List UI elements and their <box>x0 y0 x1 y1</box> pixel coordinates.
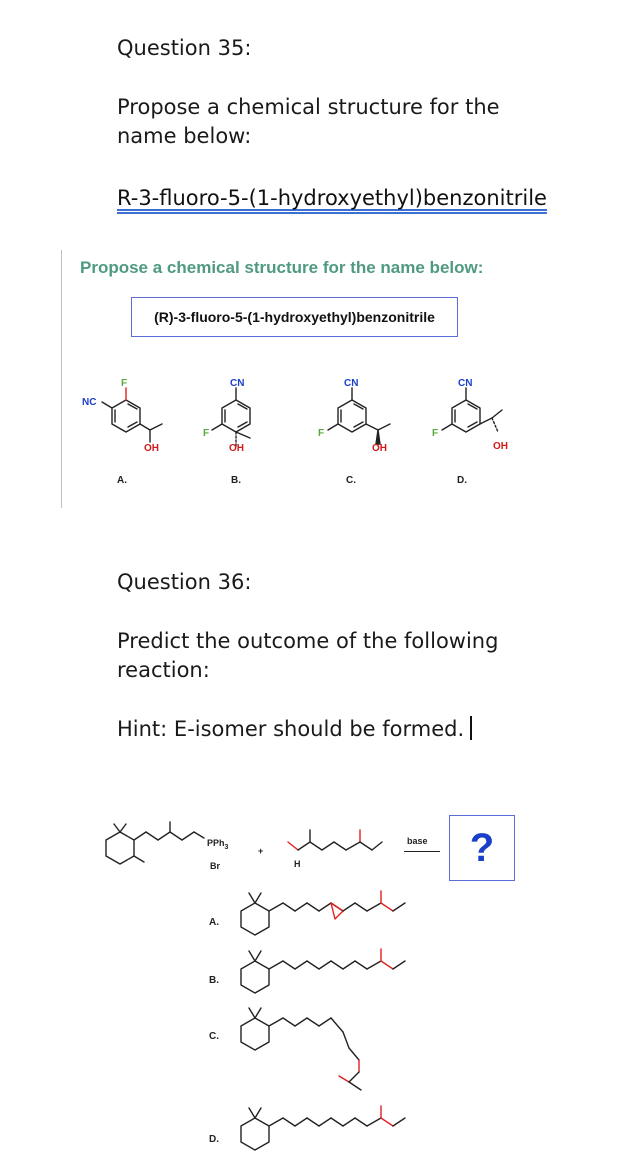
oh-label-c: OH <box>372 443 387 454</box>
reaction-arrow <box>404 851 440 852</box>
structure-option-a <box>90 378 180 458</box>
product-option-d-label: D. <box>209 1134 219 1145</box>
hint-text: Hint: E-isomer should be formed. <box>117 717 465 741</box>
f-label-b: F <box>203 428 210 439</box>
f-label-a: F <box>121 378 128 389</box>
option-a-label: A. <box>117 475 127 486</box>
pph3-label <box>207 838 228 851</box>
oh-label-a: OH <box>144 443 159 454</box>
nc-label-a: NC <box>82 397 97 408</box>
pph-text: PPh <box>207 838 225 848</box>
image-heading: Propose a chemical structure for the name below: <box>80 258 484 277</box>
image-left-rule <box>61 250 62 508</box>
plus-sign: + <box>258 846 264 856</box>
question-36-title: Question 36: <box>117 570 252 594</box>
pph-subscript: 3 <box>224 843 229 851</box>
bromide-label: Br <box>210 861 221 871</box>
question-36-hint <box>117 715 472 744</box>
f-label-d: F <box>432 428 439 439</box>
question-35-prompt: Propose a chemical structure for the name below: <box>117 95 500 148</box>
product-option-a-structure <box>235 885 435 940</box>
cn-label-c: CN <box>344 378 359 389</box>
structure-option-c <box>318 378 408 458</box>
base-label: base <box>407 836 428 846</box>
question-35-compound-name <box>117 186 547 210</box>
text-cursor <box>470 716 472 740</box>
answer-placeholder-box[interactable]: ? <box>449 815 515 881</box>
oh-label-d: OH <box>493 441 508 452</box>
compound-name-text: R-3-fluoro-5-(1-hydroxyethyl)benzonitrile <box>117 186 547 210</box>
option-b-label: B. <box>231 475 241 486</box>
boxed-compound-name: (R)-3-fluoro-5-(1-hydroxyethyl)benzonitrile <box>131 297 458 337</box>
cn-label-b: CN <box>230 378 245 389</box>
product-option-b-label: B. <box>209 975 219 986</box>
product-option-d-structure <box>235 1100 435 1155</box>
product-option-a-label: A. <box>209 917 219 928</box>
oh-label-b: OH <box>229 443 244 454</box>
phosphonium-salt-structure <box>100 822 220 882</box>
question-35-title: Question 35: <box>117 36 252 60</box>
product-option-b-structure <box>235 943 435 998</box>
cn-label-d: CN <box>458 378 473 389</box>
product-option-c-label: C. <box>209 1031 219 1042</box>
h-label: H <box>294 859 301 869</box>
structure-option-d <box>432 378 522 458</box>
question-36-prompt: Predict the outcome of the following reaction: <box>117 629 499 682</box>
option-d-label: D. <box>457 475 467 486</box>
option-c-label: C. <box>346 475 356 486</box>
f-label-c: F <box>318 428 325 439</box>
product-option-c-structure <box>235 1000 395 1095</box>
